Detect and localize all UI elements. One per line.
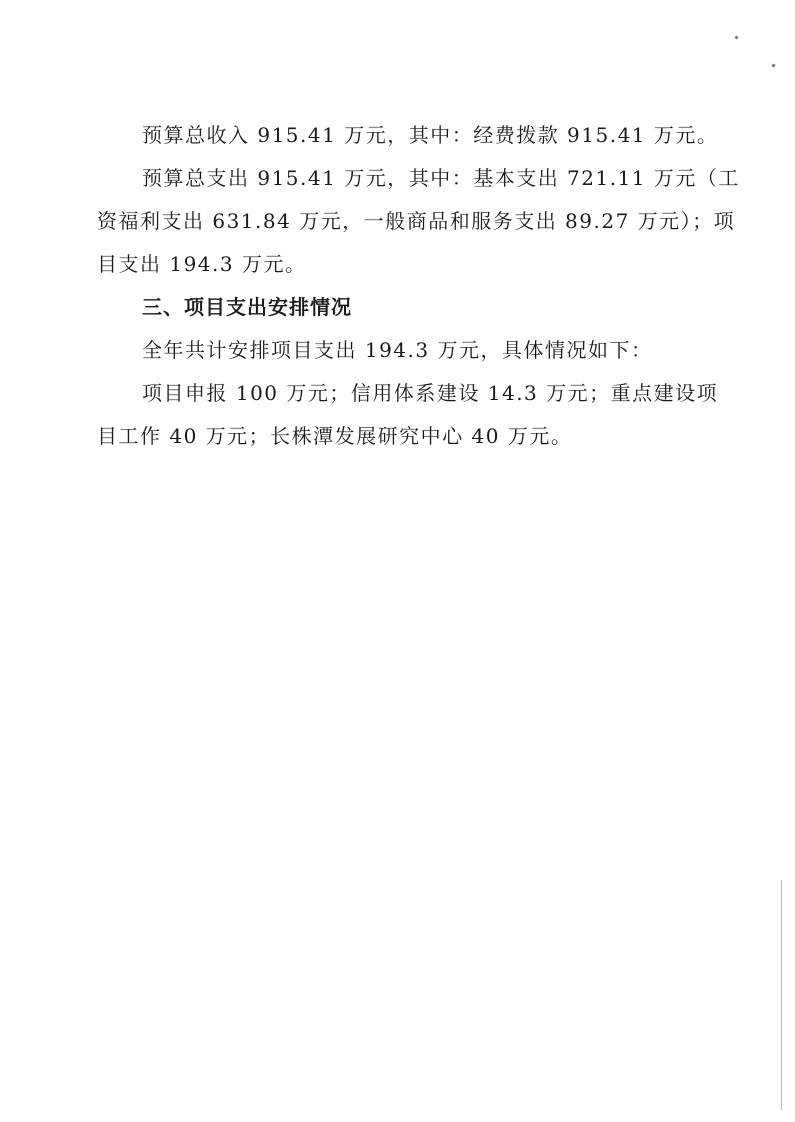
paragraph-project-detail-line-2: 目工作 40 万元；长株潭发展研究中心 40 万元。 xyxy=(97,424,573,448)
scan-artifact xyxy=(734,35,738,39)
paragraph-project-total: 全年共计安排项目支出 194.3 万元，具体情况如下： xyxy=(142,338,653,362)
scan-artifact xyxy=(771,63,775,67)
paragraph-project-detail-line-1: 项目申报 100 万元；信用体系建设 14.3 万元；重点建设项 xyxy=(142,381,719,405)
paragraph-revenue: 预算总收入 915.41 万元，其中：经费拨款 915.41 万元。 xyxy=(142,123,719,147)
paragraph-expenditure-line-2: 资福利支出 631.84 万元，一般商品和服务支出 89.27 万元）；项 xyxy=(97,209,736,233)
paragraph-expenditure-line-3: 目支出 194.3 万元。 xyxy=(97,252,307,276)
section-heading: 三、项目支出安排情况 xyxy=(142,295,352,319)
scan-artifact xyxy=(781,880,782,1110)
paragraph-expenditure-line-1: 预算总支出 915.41 万元，其中：基本支出 721.11 万元（工 xyxy=(142,166,740,190)
